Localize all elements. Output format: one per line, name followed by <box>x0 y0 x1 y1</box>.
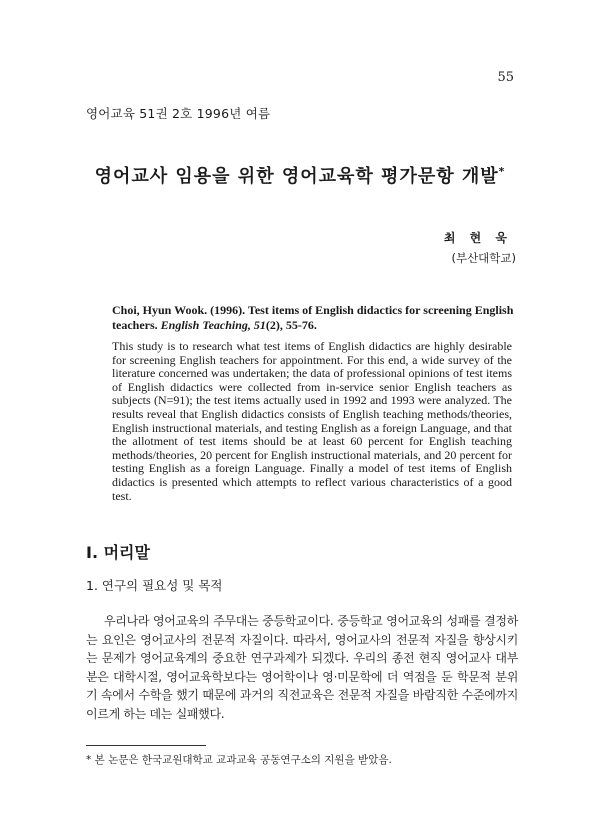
footnote-divider <box>86 745 206 746</box>
citation-authors-title: Choi, Hyun Wook. (1996). Test items of English didactics for screening English teachers. <box>112 303 514 332</box>
author-affiliation: (부산대학교) <box>451 251 516 265</box>
footnote: * 본 논문은 한국교원대학교 교과교육 공동연구소의 지원을 받았음. <box>86 754 392 766</box>
subsection-heading: 1. 연구의 필요성 및 목적 <box>86 578 223 593</box>
title-footnote-marker: * <box>498 165 506 178</box>
paper-title-text: 영어교사 임용을 위한 영어교육학 평가문항 개발 <box>94 166 499 187</box>
body-paragraph: 우리나라 영어교육의 주무대는 중등학교이다. 중등학교 영어교육의 성패를 결정하는 요인은 영어교사의 전문적 자질이다. 따라서, 영어교사의 전문적 자질을 향상시키는 문제가 영어교육계의 중요한 연구과제가 되겠다. 우리의 종전 현직 영어교사 대부분은 대학시절, 영어교육학보다는 영어학이나 영·미문학에 더 역점을 둔 학문적 분위기 속에서 수학을 했기 때문에 과거의 직전교육은 전문적 자질을 바람직한 수준에까지 이르게 하는 데는 실패했다. <box>86 614 518 721</box>
author-name: 최 현 욱 <box>443 231 512 245</box>
paper-title <box>0 162 600 188</box>
journal-info: 영어교육 51권 2호 1996년 여름 <box>86 106 271 121</box>
citation-issue-pages: (2), 55-76. <box>265 318 317 332</box>
page-number: 55 <box>497 70 514 85</box>
citation-journal: English Teaching, 51 <box>160 318 266 332</box>
abstract: This study is to research what test items of English didactics are highly desirable for screening English teachers for appointment. For this end, a wide survey of the literature concerned was undertaken; the data of professional opinions of test items of English didactics were collected from in-service senior English teachers as subjects (N=91); the test items actually used in 1992 and 1993 were analyzed. The results reveal that English didactics consists of English teaching methods/theories, English instructional materials, and testing English as a foreign Language, and that the allotment of test items should be at least 60 percent for English teaching methods/theories, 20 percent for English instructional materials, and 20 percent for testing English as a foreign Language. Finally a model of test items of English didactics is presented which attempts to reflect various characteristics of a good test. <box>112 339 512 503</box>
section-heading: I. 머리말 <box>86 543 150 562</box>
citation <box>112 303 532 333</box>
